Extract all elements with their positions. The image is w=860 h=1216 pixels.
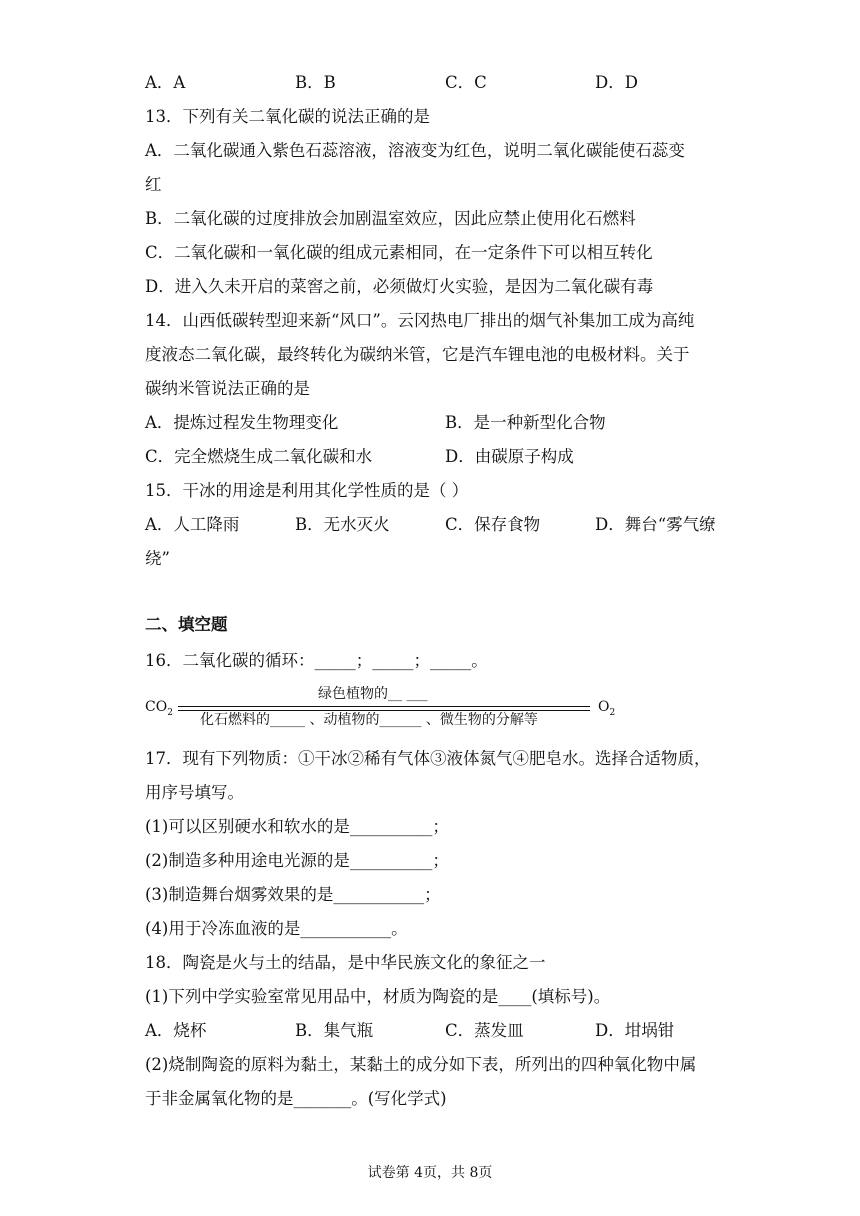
q18-part1: (1)下列中学实验室常见用品中，材质为陶瓷的是____(填标号)。 bbox=[145, 987, 611, 1006]
q12-option-c: C．C bbox=[445, 73, 487, 92]
q15-option-b: B．无水灭火 bbox=[295, 515, 390, 534]
q15-option-d-line1: D．舞台“雾气缭 bbox=[595, 515, 716, 534]
q13-option-a-line1: A．二氧化碳通入紫色石蕊溶液，溶液变为红色，说明二氧化碳能使石蕊变 bbox=[145, 141, 685, 160]
q13-stem: 13．下列有关二氧化碳的说法正确的是 bbox=[145, 107, 430, 126]
diagram-top-label: 绿色植物的__ ___ bbox=[318, 686, 428, 702]
q18-option-a: A．烧杯 bbox=[145, 1021, 207, 1040]
q16-stem: 16．二氧化碳的循环：_____；_____；_____。 bbox=[145, 651, 488, 670]
q12-option-d: D．D bbox=[595, 73, 638, 92]
q14-stem-line1: 14．山西低碳转型迎来新“风口”。云冈热电厂排出的烟气补集加工成为高纯 bbox=[145, 311, 695, 330]
q14-stem-line2: 度液态二氧化碳，最终转化为碳纳米管，它是汽车锂电池的电极材料。关于 bbox=[145, 345, 690, 364]
q18-option-b: B．集气瓶 bbox=[295, 1021, 374, 1040]
q13-option-b: B．二氧化碳的过度排放会加剧温室效应，因此应禁止使用化石燃料 bbox=[145, 209, 636, 228]
q17-stem-line1: 17．现有下列物质：①干冰②稀有气体③液体氮气④肥皂水。选择合适物质， bbox=[145, 749, 711, 768]
q18-option-c: C．蒸发皿 bbox=[445, 1021, 524, 1040]
diagram-arrow-bottom bbox=[178, 710, 590, 711]
q18-part2-line1: (2)烧制陶瓷的原料为黏土，某黏土的成分如下表，所列出的四种氧化物中属 bbox=[145, 1055, 697, 1074]
diagram-co2-label: $CO_2$ bbox=[145, 699, 173, 718]
q15-option-a: A．人工降雨 bbox=[145, 515, 240, 534]
q15-option-d-line2: 绕” bbox=[145, 549, 170, 568]
q12-option-a: A．A bbox=[145, 73, 186, 92]
section-title: 二、填空题 bbox=[145, 615, 228, 634]
diagram-arrow-top bbox=[178, 706, 590, 707]
q15-stem: 15．干冰的用途是利用其化学性质的是（ ） bbox=[145, 481, 469, 500]
q17-part1: (1)可以区别硬水和软水的是__________； bbox=[145, 817, 449, 836]
q14-stem-line3: 碳纳米管说法正确的是 bbox=[145, 379, 310, 398]
q18-stem: 18．陶瓷是火与土的结晶，是中华民族文化的象征之一 bbox=[145, 953, 546, 972]
q12-option-b: B．B bbox=[295, 73, 336, 92]
q13-option-a-line2: 红 bbox=[145, 175, 162, 194]
q15-option-c: C．保存食物 bbox=[445, 515, 541, 534]
q17-part4: (4)用于冷冻血液的是___________。 bbox=[145, 919, 408, 938]
q14-option-d: D．由碳原子构成 bbox=[445, 447, 574, 466]
q18-part2-line2: 于非金属氧化物的是_______。(写化学式) bbox=[145, 1089, 447, 1108]
diagram-o2-label: $O_2$ bbox=[598, 699, 616, 718]
q14-option-a: A．提炼过程发生物理变化 bbox=[145, 413, 339, 432]
page-footer: 试卷第 4页，共 8页 bbox=[367, 1165, 493, 1181]
q14-option-c: C．完全燃烧生成二氧化碳和水 bbox=[145, 447, 373, 466]
diagram-bottom-label: 化石燃料的_____ 、动植物的______ 、微生物的分解等 bbox=[200, 712, 538, 728]
q14-option-b: B．是一种新型化合物 bbox=[445, 413, 606, 432]
q13-option-d: D．进入久未开启的菜窖之前，必须做灯火实验，是因为二氧化碳有毒 bbox=[145, 277, 654, 296]
q17-part3: (3)制造舞台烟雾效果的是___________； bbox=[145, 885, 441, 904]
q18-option-d: D．坩埚钳 bbox=[595, 1021, 675, 1040]
q17-part2: (2)制造多种用途电光源的是__________； bbox=[145, 851, 449, 870]
q13-option-c: C．二氧化碳和一氧化碳的组成元素相同，在一定条件下可以相互转化 bbox=[145, 243, 653, 262]
q17-stem-line2: 用序号填写。 bbox=[145, 783, 244, 802]
